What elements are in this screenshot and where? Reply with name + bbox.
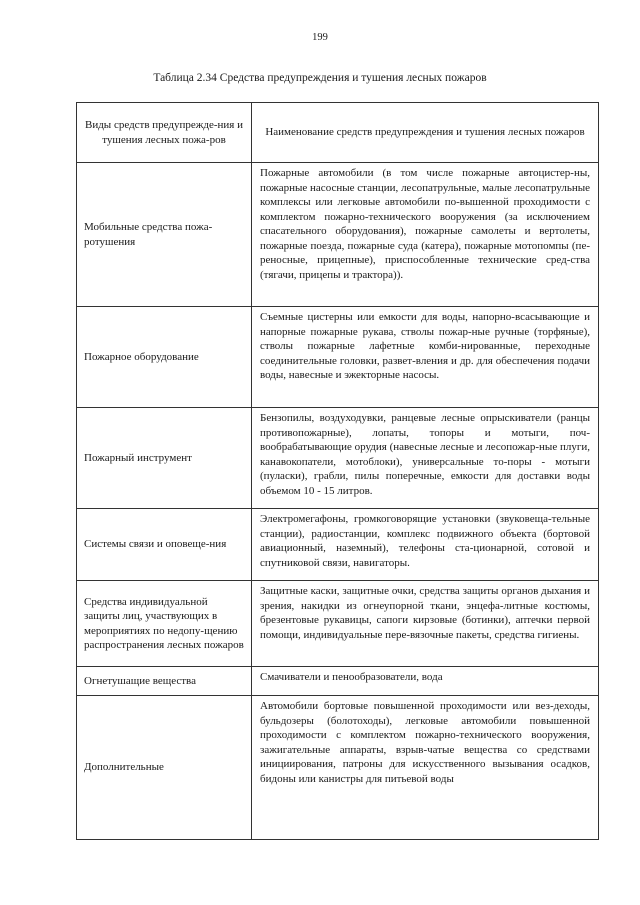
fire-equipment-table [76, 102, 599, 840]
category-cell: Мобильные средства пожа-ротушения [77, 163, 252, 307]
category-cell: Пожарный инструмент [77, 408, 252, 509]
items-cell: Бензопилы, воздуходувки, ранцевые лесные опрыскиватели (ранцы противопожарные), лопаты, топоры и мотыги, поч-вообрабатывающие орудия (навесные лесные и лесопожар-ные плуги, канавокопатели, мотоблоки), универсальные то-поры - мотыги (пуласки), грабли, пилы поперечные, емкости для доставки воды объемом 10 - 15 литров. [252, 408, 599, 509]
category-cell: Системы связи и оповеще-ния [77, 509, 252, 581]
items-cell: Автомобили бортовые повышенной проходимости или вез-деходы, бульдозеры (болотоходы), легковые автомобили повышенной проходимости с комплектом пожарно-технического вооружения, зажигательные аппараты, взрыв-чатые вещества со средствами инициирования, патроны для искусственного вызывания осадков, бидоны или канистры для питьевой воды [252, 696, 599, 840]
table-row [77, 581, 599, 667]
column-header-types: Виды средств предупрежде-ния и тушения лесных пожа-ров [77, 103, 252, 163]
page-number: 199 [312, 32, 328, 43]
items-cell: Съемные цистерны или емкости для воды, напорно-всасывающие и напорные пожарные рукава, стволы пожар-ные ручные (торфяные), стволы пожарные лафетные комби-нированные, переходные соединительные головки, развет-вления и др. для обеспечения подачи воды, навесные и эжекторные насосы. [252, 307, 599, 408]
table-row [77, 307, 599, 408]
table-row [77, 163, 599, 307]
items-cell: Защитные каски, защитные очки, средства защиты органов дыхания и зрения, накидки из огнеупорной ткани, энцефа-литные костюмы, брезентовые рукавицы, сапоги кирзовые (ботинки), аптечки первой помощи, индивидуальные пере-вязочные пакеты, средства гигиены. [252, 581, 599, 667]
items-cell: Электромегафоны, громкоговорящие установки (звуковеща-тельные станции), радиостанции, комплекс подвижного объекта (бортовой авиационный, наземный), телефоны ста-ционарной, сотовой и спутниковой связи, навигаторы. [252, 509, 599, 581]
table-caption: Таблица 2.34 Средства предупреждения и тушения лесных пожаров [153, 72, 487, 84]
category-cell: Средства индивидуальной защиты лиц, участвующих в мероприятиях по недопу-щению распространения лесных пожаров [77, 581, 252, 667]
column-header-names: Наименование средств предупреждения и тушения лесных пожаров [252, 103, 599, 163]
table-row [77, 509, 599, 581]
table-row [77, 696, 599, 840]
items-cell: Смачиватели и пенообразователи, вода [252, 667, 599, 696]
table-row [77, 667, 599, 696]
category-cell: Пожарное оборудование [77, 307, 252, 408]
items-cell: Пожарные автомобили (в том числе пожарные автоцистер-ны, пожарные насосные станции, лесопатрульные, малые лесопатрульные комплексы или легковые автомобили по-вышенной проходимости с комплектом пожарно-технического вооружения (за исключением спасательного оборудования), пожарные самолеты и вертолеты, пожарные поезда, пожарные суда (катера), пожарные мотопомпы (пе-реносные, прицепные), приспособленные технические сред-ства (тягачи, прицепы и трактора)). [252, 163, 599, 307]
category-cell: Дополнительные [77, 696, 252, 840]
table-row [77, 408, 599, 509]
table-header-row [77, 103, 599, 163]
category-cell: Огнетушащие вещества [77, 667, 252, 696]
